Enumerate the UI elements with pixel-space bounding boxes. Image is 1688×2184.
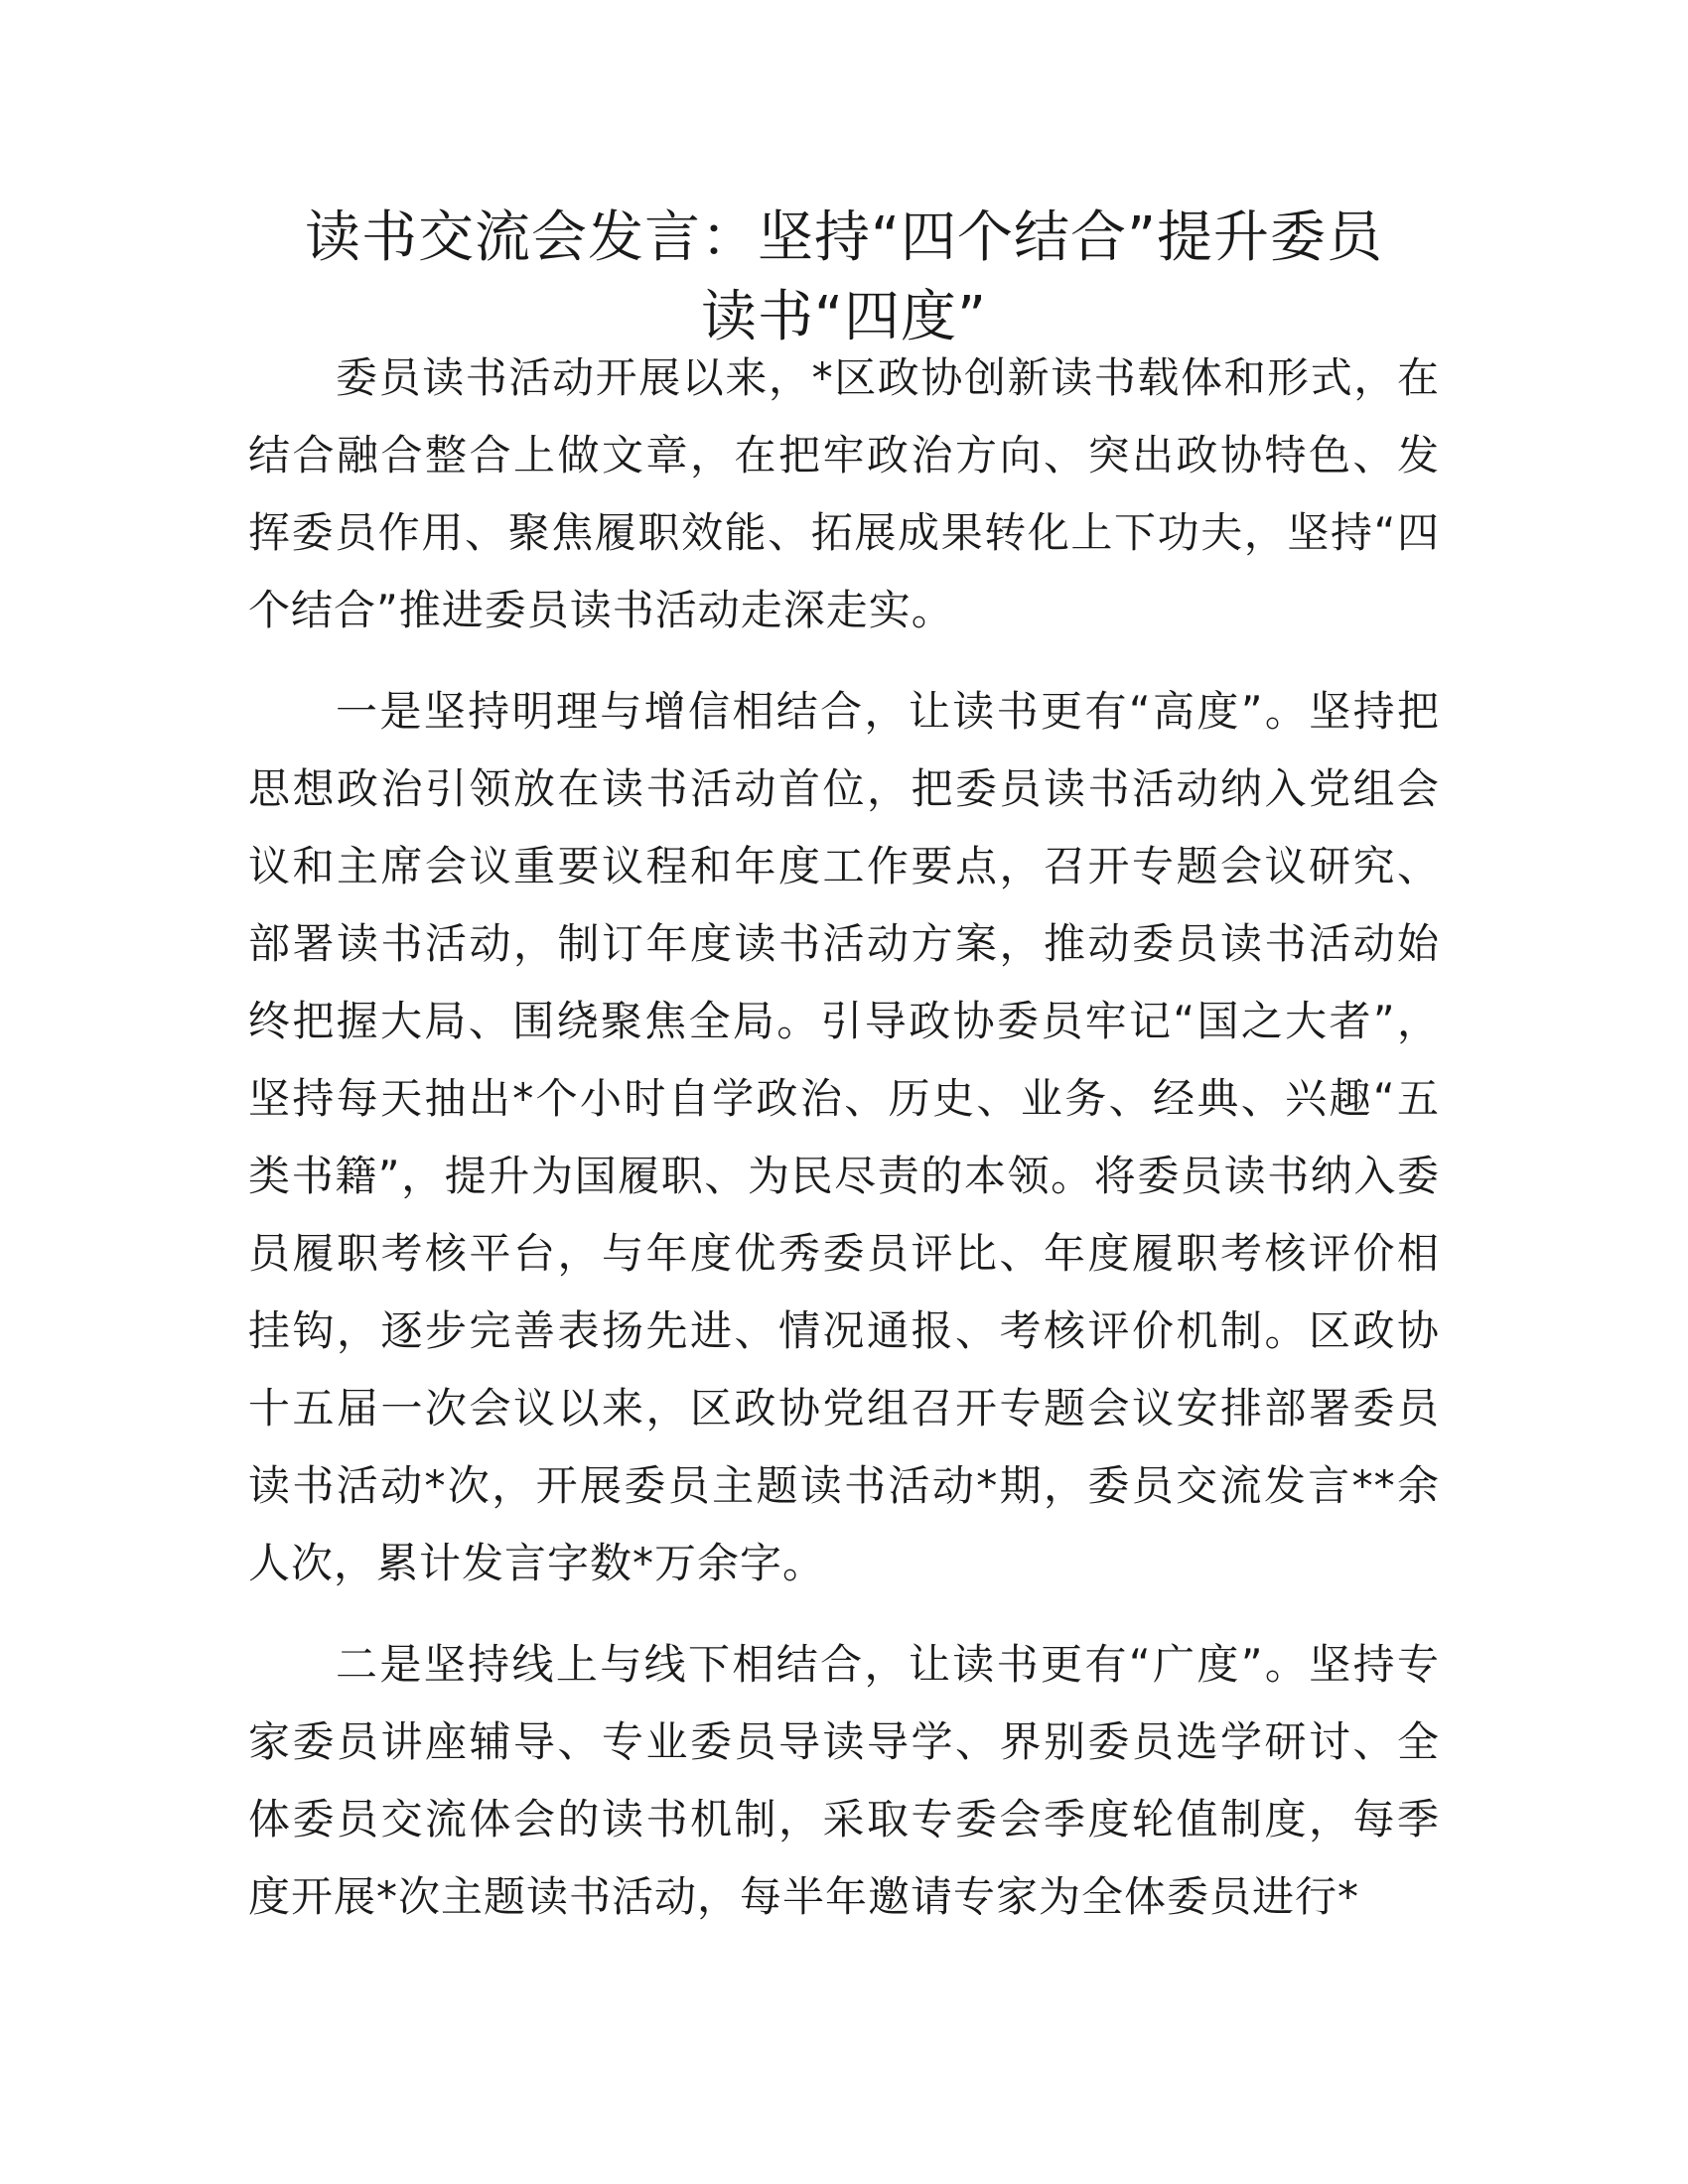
document-body [248, 340, 1440, 1960]
title-line-2: 读书“四度” [700, 285, 988, 349]
paragraph-intro: 委员读书活动开展以来，*区政协创新读书载体和形式，在结合融合整合上做文章，在把牢政治方向、突出政协特色、发挥委员作用、聚焦履职效能、拓展成果转化上下功夫，坚持“四个结合”推进委员读书活动走深走实。 [248, 353, 1440, 634]
paragraph-point-one: 一是坚持明理与增信相结合，让读书更有“高度”。坚持把思想政治引领放在读书活动首位，把委员读书活动纳入党组会议和主席会议重要议程和年度工作要点，召开专题会议研究、部署读书活动，制订年度读书活动方案，推动委员读书活动始终把握大局、围绕聚焦全局。引导政协委员牢记“国之大者”，坚持每天抽出*个小时自学政治、历史、业务、经典、兴趣“五类书籍”，提升为国履职、为民尽责的本领。将委员读书纳入委员履职考核平台，与年度优秀委员评比、年度履职考核评价相挂钩，逐步完善表扬先进、情况通报、考核评价机制。区政协十五届一次会议以来，区政协党组召开专题会议安排部署委员读书活动*次，开展委员主题读书活动*期，委员交流发言**余人次，累计发言字数*万余字。 [248, 687, 1440, 1587]
paragraph-point-two: 二是坚持线上与线下相结合，让读书更有“广度”。坚持专家委员讲座辅导、专业委员导读导学、界别委员选学研讨、全体委员交流体会的读书机制，采取专委会季度轮值制度，每季度开展*次主题读书活动，每半年邀请专家为全体委员进行* [248, 1640, 1440, 1921]
document-title [248, 199, 1440, 357]
title-line-1: 读书交流会发言：坚持“四个结合”提升委员 [304, 205, 1384, 270]
